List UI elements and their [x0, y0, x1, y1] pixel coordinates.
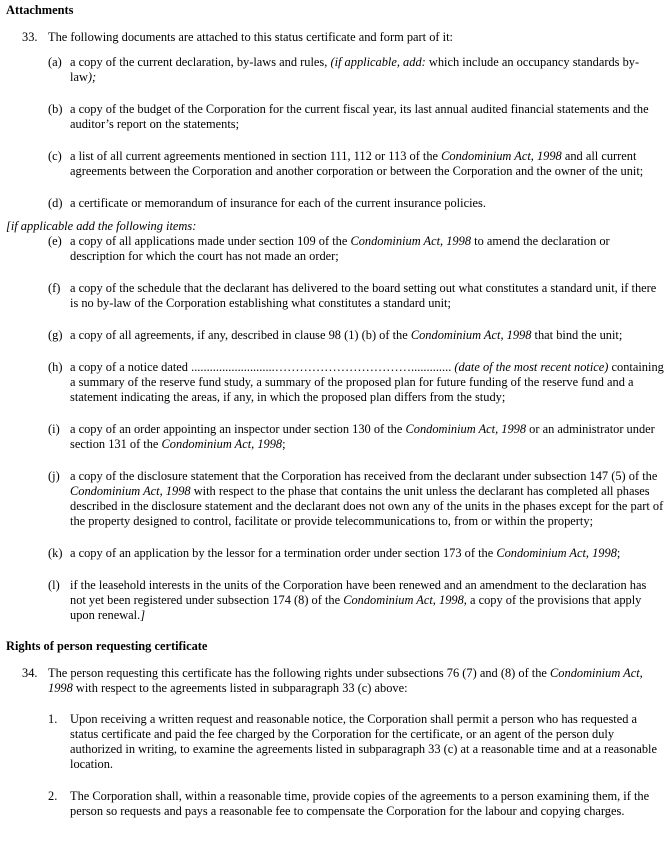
item-text: a copy of an application by the lessor for a termination order under section 173 of the Condominium Act, 1998; — [70, 546, 621, 560]
item-text: a copy of the schedule that the declarant has delivered to the board setting out what constitutes a standard unit, if there is no by-law of the Corporation establishing what constitutes a standard unit; — [70, 281, 657, 310]
item-label: (j) — [48, 469, 60, 483]
paragraph-33 — [6, 30, 665, 45]
subparagraph-1 — [6, 712, 665, 772]
paragraph-text: The following documents are attached to this status certificate and form part of it: — [48, 30, 453, 44]
item-label: (c) — [48, 149, 62, 163]
item-text: a copy of a notice dated ...........................……………………………............. (date of the most recent notice) containing a summary of the reserve fund study, a summary of the proposed plan for future funding of the reserve fund and a statement indicating the areas, if any, in which the proposed plan differs from the study; — [70, 360, 664, 404]
item-i — [6, 422, 665, 452]
item-g — [6, 328, 665, 343]
item-label: (d) — [48, 196, 63, 210]
subparagraph-text: Upon receiving a written request and reasonable notice, the Corporation shall permit a person who has requested a status certificate and paid the fee charged by the Corporation for the certificate, or an agent of the person duly authorized in writing, to examine the agreements listed in subparagraph 33 (c) at a reasonable time and at a reasonable location. — [70, 712, 657, 771]
attachments-heading: Attachments — [6, 3, 74, 17]
paragraph-number: 33. — [22, 30, 38, 44]
paragraph-number: 34. — [22, 666, 38, 680]
item-label: (b) — [48, 102, 63, 116]
item-label: (g) — [48, 328, 63, 342]
subparagraph-2 — [6, 789, 665, 819]
item-c — [6, 149, 665, 179]
subparagraph-label: 1. — [48, 712, 58, 726]
item-label: (h) — [48, 360, 63, 374]
item-label: (k) — [48, 546, 63, 560]
item-text: a copy of all applications made under section 109 of the Condominium Act, 1998 to amend the declaration or description for which the court has not made an order; — [70, 234, 610, 263]
conditional-items-note: [if applicable add the following items: — [6, 219, 197, 233]
item-text: if the leasehold interests in the units of the Corporation have been renewed and an amendment to the declaration has not yet been registered under subsection 174 (8) of the Condominium Act, 1998, a copy of the provisions that apply upon renewal.] — [70, 578, 647, 622]
item-a — [6, 55, 665, 85]
item-b — [6, 102, 665, 132]
item-text: a certificate or memorandum of insurance for each of the current insurance policies. — [70, 196, 486, 210]
item-text: a copy of the disclosure statement that the Corporation has received from the declarant under subsection 147 (5) of the Condominium Act, 1998 with respect to the phase that contains the unit unless the declarant has completed all phases described in the disclosure statement and the declarant does not own any of the units in the phases except for the part of the property designed to control, facilitate or provide telecommunications to, from or within the property; — [70, 469, 664, 528]
item-e — [6, 234, 665, 264]
item-h — [6, 360, 665, 405]
item-label: (l) — [48, 578, 60, 592]
item-d — [6, 196, 665, 211]
item-f — [6, 281, 665, 311]
item-text: a copy of all agreements, if any, described in clause 98 (1) (b) of the Condominium Act, 1998 that bind the unit; — [70, 328, 623, 342]
item-text: a list of all current agreements mentioned in section 111, 112 or 113 of the Condominium Act, 1998 and all current agreements between the Corporation and another corporation or between the Corporation and the owner of the unit; — [70, 149, 644, 178]
item-j — [6, 469, 665, 529]
item-label: (f) — [48, 281, 61, 295]
item-k — [6, 546, 665, 561]
item-text: a copy of the budget of the Corporation for the current fiscal year, its last annual audited financial statements and the auditor’s report on the statements; — [70, 102, 649, 131]
item-label: (a) — [48, 55, 62, 69]
subparagraph-label: 2. — [48, 789, 58, 803]
subparagraph-text: The Corporation shall, within a reasonable time, provide copies of the agreements to a person examining them, if the person so requests and pays a reasonable fee to compensate the Corporation for the labour and copying charges. — [70, 789, 650, 818]
paragraph-text: The person requesting this certificate has the following rights under subsections 76 (7) and (8) of the Condominium Act, 1998 with respect to the agreements listed in subparagraph 33 (c) above: — [48, 666, 643, 695]
item-label: (i) — [48, 422, 60, 436]
item-label: (e) — [48, 234, 62, 248]
item-text: a copy of an order appointing an inspector under section 130 of the Condominium Act, 1998 or an administrator under section 131 of the Condominium Act, 1998; — [70, 422, 655, 451]
item-l — [6, 578, 665, 623]
rights-heading: Rights of person requesting certificate — [6, 639, 208, 653]
item-text: a copy of the current declaration, by-laws and rules, (if applicable, add: which include an occupancy standards by-law); — [70, 55, 640, 84]
paragraph-34 — [6, 666, 665, 696]
